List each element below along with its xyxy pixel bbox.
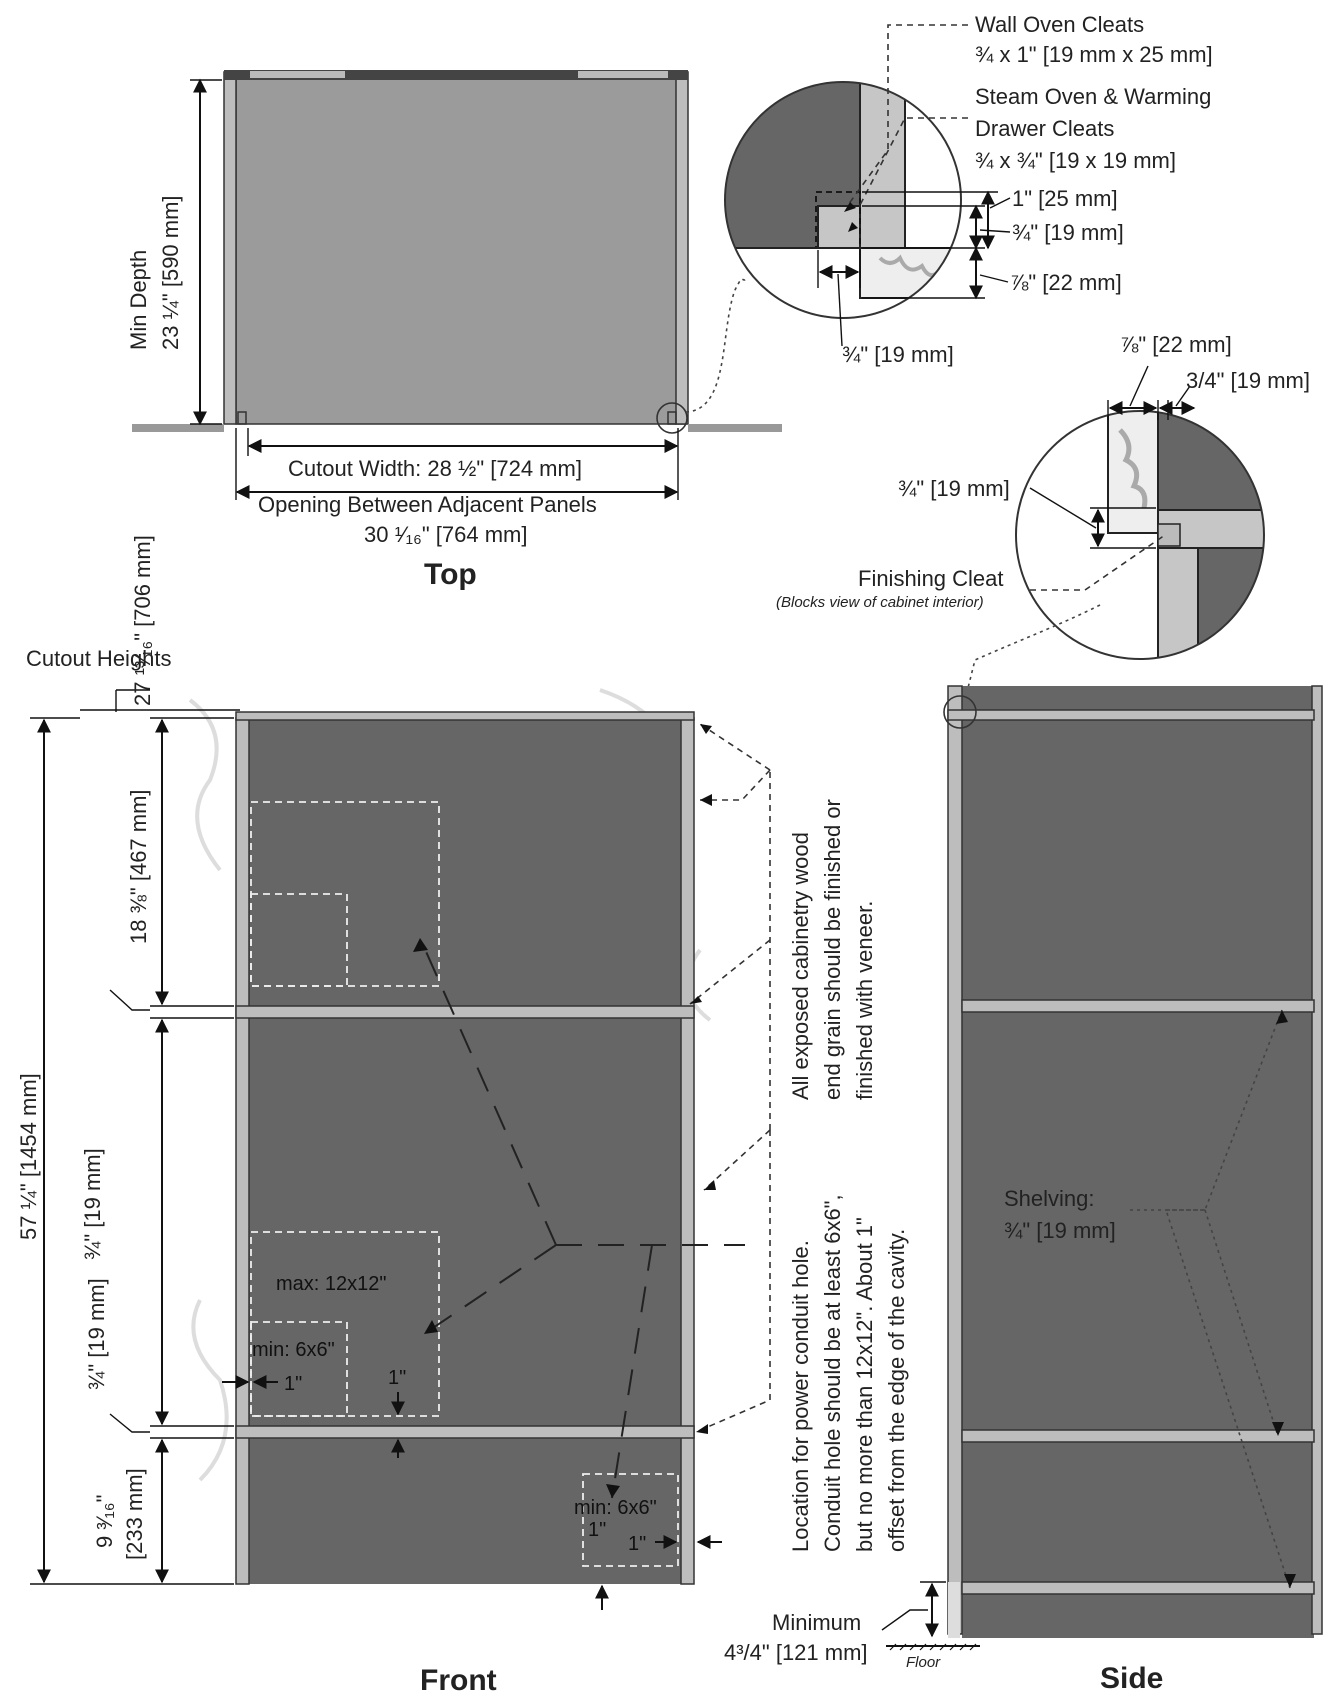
side-shelf-1 [962,1000,1314,1012]
top-detail-leader [686,278,748,412]
one-in-label-a: 1" [284,1373,303,1395]
steam-oven-label-line1: Steam Oven & Warming [975,84,1212,109]
side-front-panel [948,686,962,1634]
finish-dim-78in-label: ⅞" [22 mm] [1120,332,1232,357]
cutout-width-label: Cutout Width: 28 ½" [724 mm] [288,456,582,481]
side-cabinet-top [948,686,1314,1000]
opening-label-line1: Opening Between Adjacent Panels [258,492,597,517]
height-27-label: 27 ¹³⁄₁₆" [706 mm] [130,535,155,706]
height-18-label: 18 ⅜" [467 mm] [126,789,151,944]
notes [788,799,909,1552]
height-9-label-line1: 9 ³⁄₁₆" [92,1494,117,1548]
front-shelf-top [236,712,694,720]
side-shelf-2 [962,1430,1314,1442]
dim-34in-label: ¾" [19 mm] [1012,220,1124,245]
wood-note-line2: end grain should be finished or [820,799,845,1100]
shelving-label: Shelving: [1004,1186,1095,1211]
dim-1in-label: 1" [25 mm] [1012,186,1118,211]
max-conduit-label: max: 12x12" [276,1273,387,1295]
conduit-note-line3: but no more than 12x12". About 1" [852,1217,877,1552]
front-panel-left [236,718,249,1584]
side-cabinet-bottom [962,1594,1314,1638]
shelving-size: ¾" [19 mm] [1004,1218,1116,1243]
side-view [724,686,1322,1692]
floor-label: Floor [906,1654,941,1671]
top-edge-hatch-right [578,71,668,78]
wood-note-line1: All exposed cabinetry wood [788,832,813,1100]
min-depth-value: 23 ¼" [590 mm] [158,195,183,350]
top-cabinet [236,72,686,424]
finish-dim-34in-top-label: 3/4" [19 mm] [1186,368,1310,393]
side-back-panel [1312,686,1322,1634]
finish-dim-34in-left-label: ¾" [19 mm] [898,476,1010,501]
top-view [126,70,782,591]
height-9-label-line2: [233 mm] [122,1468,147,1560]
front-view-title: Front [420,1664,497,1692]
front-shelf-2 [236,1426,694,1438]
wall-oven-cleats-size: ¾ x 1" [19 mm x 25 mm] [975,42,1213,67]
conduit-note-line2: Conduit hole should be at least 6x6", [820,1194,845,1552]
side-view-title: Side [1100,1662,1164,1692]
opening-label-line2: 30 ¹⁄₁₆" [764 mm] [364,522,528,547]
front-cabinet-top [236,718,682,1008]
wall-oven-cleats-label: Wall Oven Cleats [975,12,1145,37]
one-in-label-d: 1" [628,1533,647,1555]
top-right-panel [676,72,688,424]
front-view [16,535,770,1692]
side-cabinet-lower [962,1442,1314,1582]
conduit-note-line4: offset from the edge of the cavity. [884,1228,909,1552]
side-shelf-3 [962,1582,1314,1594]
front-cabinet-middle [236,1018,682,1426]
conduit-note-line1: Location for power conduit hole. [788,1240,813,1552]
front-shelf-1 [236,1006,694,1018]
minimum-value: 4³/4" [121 mm] [724,1640,868,1665]
finishing-cleat-detail [776,332,1310,700]
top-view-title: Top [424,558,477,591]
finishing-cleat-label: Finishing Cleat [858,566,1004,591]
side-top-shelf [948,710,1314,720]
height-34a-label: ¾" [19 mm] [84,1278,109,1390]
dim-bottom-34in-label: ¾" [19 mm] [842,342,954,367]
finishing-cleat-note: (Blocks view of cabinet interior) [776,594,984,611]
minimum-label: Minimum [772,1610,862,1635]
dim-78in-label: ⅞" [22 mm] [1010,270,1122,295]
steam-oven-label-line2: Drawer Cleats [975,116,1115,141]
side-toe-kick [948,1582,960,1638]
one-in-label-c: 1" [588,1519,607,1541]
height-34b-label: ¾" [19 mm] [80,1148,105,1260]
wood-note-line3: finished with veneer. [852,900,877,1100]
top-left-panel [224,72,236,424]
front-panel-right [681,718,694,1584]
min-conduit-label-2: min: 6x6" [574,1497,657,1519]
cutout-heights-label: Cutout Heights [26,646,172,671]
min-conduit-label-1: min: 6x6" [252,1339,335,1361]
min-depth-label: Min Depth [126,249,151,350]
top-edge-hatch-left [250,71,345,78]
cleat-detail [720,12,1213,367]
one-in-label-b: 1" [388,1367,407,1389]
height-57-label: 57 ¼" [1454 mm] [16,1073,41,1240]
steam-oven-size: ¾ x ¾" [19 x 19 mm] [975,148,1176,173]
